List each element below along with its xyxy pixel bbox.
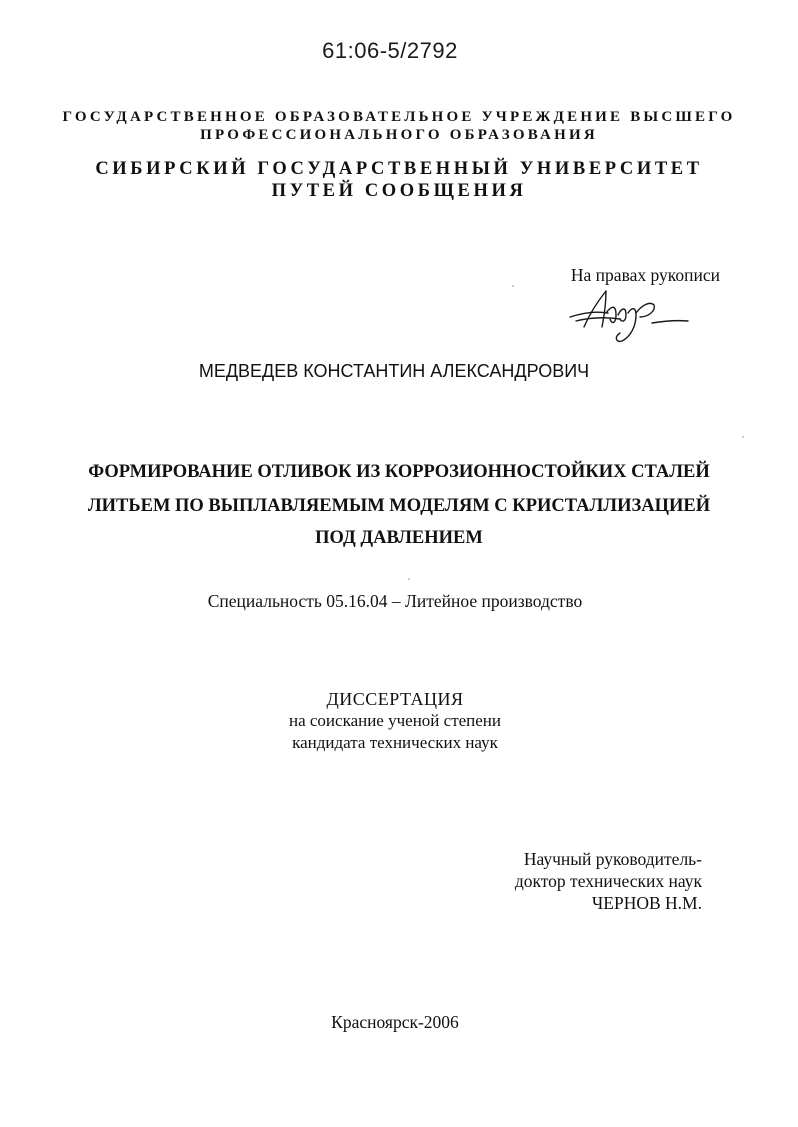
thesis-title-line-1: ФОРМИРОВАНИЕ ОТЛИВОК ИЗ КОРРОЗИОННОСТОЙКИХ СТАЛЕЙ <box>88 462 710 482</box>
degree-line-2: кандидата технических наук <box>292 733 498 752</box>
supervisor-role: Научный руководитель- <box>523 849 702 869</box>
scan-speck <box>512 285 514 287</box>
author-name: МЕДВЕДЕВ КОНСТАНТИН АЛЕКСАНДРОВИЧ <box>198 361 590 381</box>
supervisor-degree: доктор технических наук <box>514 871 702 891</box>
thesis-title-line-3: ПОД ДАВЛЕНИЕМ <box>315 528 483 548</box>
degree-line-1: на соискание ученой степени <box>288 711 502 730</box>
institution-line-2: ПРОФЕССИОНАЛЬНОГО ОБРАЗОВАНИЯ <box>200 127 598 143</box>
university-line-1: СИБИРСКИЙ ГОСУДАРСТВЕННЫЙ УНИВЕРСИТЕТ <box>95 159 703 179</box>
dissertation-heading: ДИССЕРТАЦИЯ <box>326 689 464 709</box>
university-line-2: ПУТЕЙ СООБЩЕНИЯ <box>271 181 527 201</box>
scan-speck <box>742 436 744 438</box>
specialty: Специальность 05.16.04 – Литейное производство <box>207 591 583 611</box>
archive-code: 61:06-5/2792 <box>322 38 458 63</box>
supervisor-name: ЧЕРНОВ Н.М. <box>591 893 702 913</box>
institution-line-1: ГОСУДАРСТВЕННОЕ ОБРАЗОВАТЕЛЬНОЕ УЧРЕЖДЕНИЕ ВЫСШЕГО <box>62 109 736 125</box>
manuscript-rights-note: На правах рукописи <box>570 265 720 285</box>
scan-speck <box>408 578 410 580</box>
thesis-title-line-2: ЛИТЬЕМ ПО ВЫПЛАВЛЯЕМЫМ МОДЕЛЯМ С КРИСТАЛЛИЗАЦИЕЙ <box>87 496 711 516</box>
handwritten-signature <box>562 283 692 345</box>
city-year: Красноярск-2006 <box>331 1012 459 1032</box>
